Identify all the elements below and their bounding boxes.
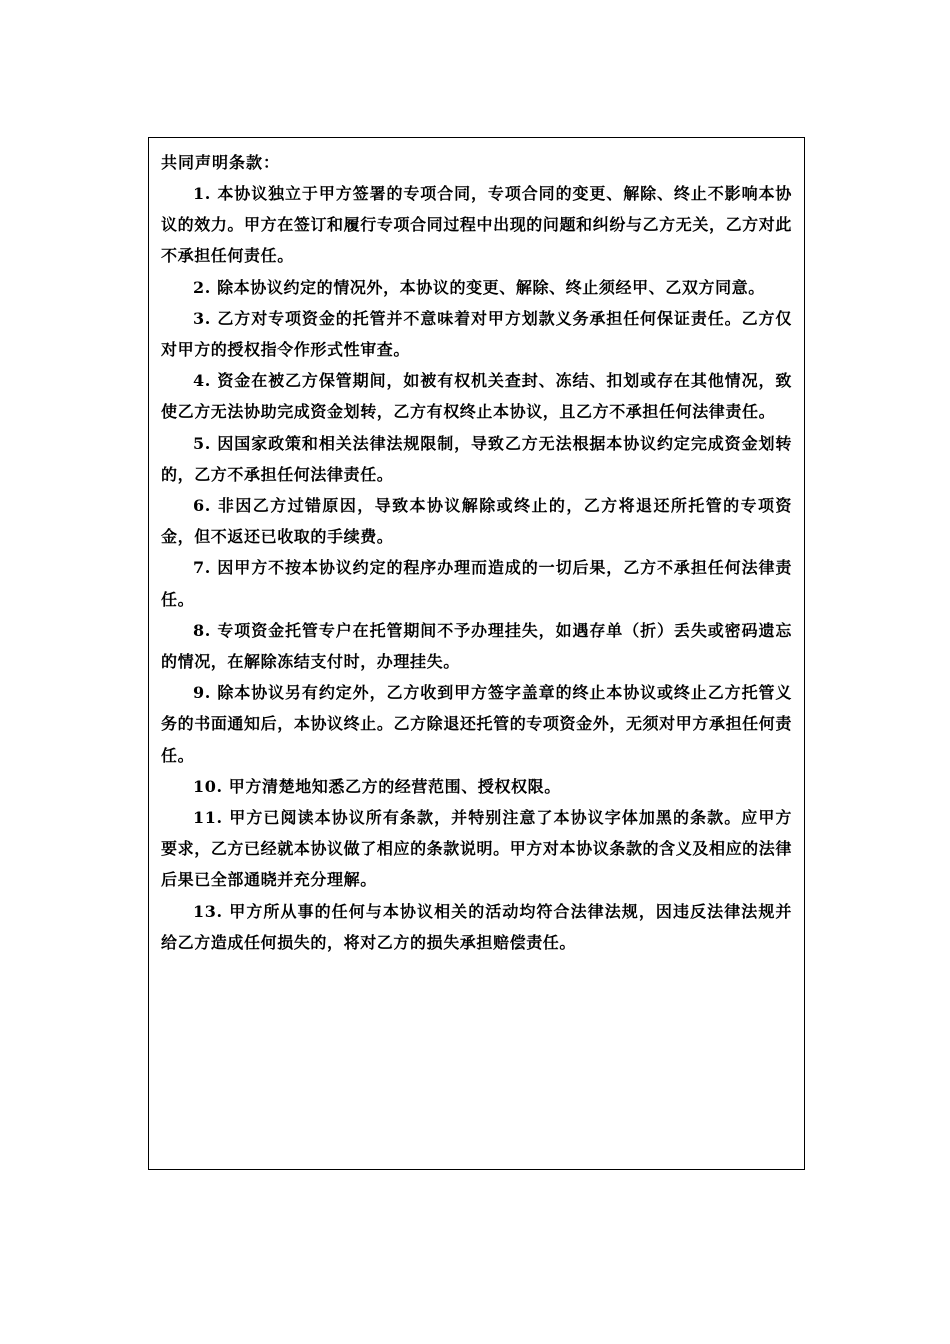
clause-2: 2. 除本协议约定的情况外，本协议的变更、解除、终止须经甲、乙双方同意。 — [193, 277, 765, 297]
clause-8: 8. 专项资金托管专户在托管期间不予办理挂失，如遇存单（折）丢失或密码遗忘的情况，在解除冻结支付时，办理挂失。 — [161, 620, 792, 672]
clause-9: 9. 除本协议另有约定外，乙方收到甲方签字盖章的终止本协议或终止乙方托管义务的书面通知后，本协议终止。乙方除退还托管的专项资金外，无须对甲方承担任何责任。 — [161, 683, 792, 765]
clause-4: 4. 资金在被乙方保管期间，如被有权机关查封、冻结、扣划或存在其他情况，致使乙方无法协助完成资金划转，乙方有权终止本协议，且乙方不承担任何法律责任。 — [161, 371, 792, 422]
section-title: 共同声明条款： — [161, 153, 281, 172]
clause-3: 3. 乙方对专项资金的托管并不意味着对甲方划款义务承担任何保证责任。乙方仅对甲方的授权指令作形式性审查。 — [161, 308, 792, 360]
clause-13: 13. 甲方所从事的任何与本协议相关的活动均符合法律法规，因违反法律法规并给乙方造成任何损失的，将对乙方的损失承担赔偿责任。 — [161, 901, 792, 952]
clause-11: 11. 甲方已阅读本协议所有条款，并特别注意了本协议字体加黑的条款。应甲方要求，乙方已经就本协议做了相应的条款说明。甲方对本协议条款的含义及相应的法律后果已全部通晓并充分理解。 — [161, 808, 792, 890]
clause-6: 6. 非因乙方过错原因，导致本协议解除或终止的，乙方将退还所托管的专项资金，但不返还已收取的手续费。 — [161, 496, 792, 547]
clause-1: 1. 本协议独立于甲方签署的专项合同，专项合同的变更、解除、终止不影响本协议的效力。甲方在签订和履行专项合同过程中出现的问题和纠纷与乙方无关，乙方对此不承担任何责任。 — [161, 184, 792, 266]
clause-7: 7. 因甲方不按本协议约定的程序办理而造成的一切后果，乙方不承担任何法律责任。 — [161, 558, 792, 609]
clause-5: 5. 因国家政策和相关法律法规限制，导致乙方无法根据本协议约定完成资金划转的，乙方不承担任何法律责任。 — [161, 433, 792, 484]
clause-table-cell — [148, 137, 805, 1170]
clause-10: 10. 甲方清楚地知悉乙方的经营范围、授权权限。 — [193, 776, 561, 796]
